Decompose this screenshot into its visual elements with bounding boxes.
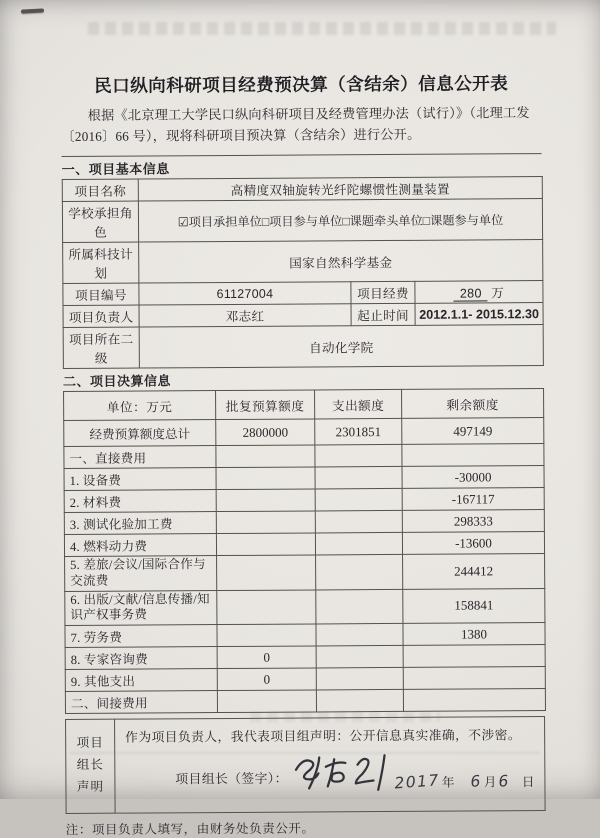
table-header-row: [64, 389, 544, 421]
table-row: [65, 689, 545, 714]
table-row: [64, 418, 544, 447]
signature-row: [125, 755, 538, 798]
statement-box: [65, 716, 546, 814]
cell-approved: [216, 467, 315, 490]
cell-approved: 2800000: [216, 419, 315, 446]
row-label: 9. 其他支出: [65, 669, 217, 692]
row-label: 项目所在二级: [63, 327, 139, 368]
column-header-approved: 批复预算额度: [216, 390, 315, 420]
signature-field-label: 项目组长（签字）：: [175, 771, 288, 787]
cell-spent: [316, 589, 403, 624]
table-row: [64, 466, 544, 491]
cell-department: 自动化学院: [139, 325, 543, 368]
handwritten-year: 2017: [393, 771, 441, 793]
cell-spent: [315, 533, 402, 556]
bleedthrough-text: [88, 22, 556, 35]
funds-amount: 280: [454, 287, 488, 302]
cell-remaining: [403, 645, 545, 668]
table-row: [65, 554, 545, 591]
table-row: [65, 623, 545, 648]
row-label: 6. 出版/文献/信息传播/知识产权事务费: [65, 590, 217, 625]
cell-program: 国家自然科学基金: [139, 240, 543, 283]
year-char: 年: [441, 775, 455, 790]
cell-spent: [315, 511, 402, 534]
declaration-text: 作为项目负责人，我代表项目组声明：公开信息真实准确，不涉密。: [125, 728, 522, 745]
cell-approved: [216, 533, 315, 556]
row-label: 二、间接费用: [65, 691, 217, 714]
column-header-unit: 单位：万元: [64, 391, 216, 421]
row-label: 所属科技计划: [63, 242, 139, 283]
row-label: 项目经费: [351, 282, 415, 304]
cell-project-number: 61127004: [139, 282, 351, 305]
form-content: [61, 55, 546, 838]
table-row: [63, 303, 543, 328]
column-header-remaining: 剩余额度: [402, 389, 544, 419]
cell-remaining: 1380: [403, 623, 545, 646]
row-label: 经费预算额度总计: [64, 420, 216, 447]
cell-spent: [315, 445, 402, 468]
table-row: [66, 717, 546, 814]
cell-funds: [415, 281, 543, 304]
row-label: 8. 专家咨询费: [65, 647, 217, 670]
cell-spent: [316, 555, 403, 590]
handwritten-day: 6: [497, 772, 511, 791]
table-row: [65, 667, 545, 692]
row-label: 1. 设备费: [64, 468, 216, 491]
signature-handwriting: [290, 748, 402, 802]
row-label: 2. 材料费: [64, 490, 216, 513]
cell-remaining: [403, 689, 545, 712]
table-row: [63, 325, 543, 369]
statement-label: 项目 组长 声明: [66, 719, 116, 813]
page-title: 民口纵向科研项目经费预决算（含结余）信息公开表: [94, 73, 509, 96]
staple-mark: [21, 8, 44, 13]
table-row: [64, 510, 544, 535]
section-final-accounts-title: 二、项目决算信息: [62, 373, 172, 390]
cell-spent: [316, 624, 403, 647]
day-char: 日: [521, 775, 535, 790]
cell-remaining: -167117: [402, 488, 544, 511]
cell-approved: 0: [217, 646, 316, 669]
cell-remaining: 244412: [403, 554, 545, 589]
table-row: [63, 281, 543, 306]
cell-approved: [217, 690, 316, 713]
cell-remaining: -13600: [402, 532, 544, 555]
cell-role-checkboxes: ☑项目承担单位□项目参与单位□课题牵头单位□课题参与单位: [138, 199, 542, 242]
cell-spent: [316, 690, 403, 713]
table-row: [64, 488, 544, 513]
table-row: [65, 588, 545, 625]
cell-approved: [217, 590, 316, 625]
table-row: [62, 199, 542, 243]
table-row: [65, 645, 545, 670]
row-label: 4. 燃料动力费: [64, 534, 216, 557]
row-label: 项目负责人: [63, 305, 139, 327]
month-char: 月: [483, 775, 497, 790]
cell-approved: [216, 445, 315, 468]
cell-project-name: 高精度双轴旋转光纤陀螺惯性测量装置: [138, 177, 542, 201]
intro-paragraph: 根据《北京理工大学民口纵向科研项目及经费管理办法（试行）》（北理工发〔2016〕66 号），现将科研项目预决算（含结余）进行公开。: [61, 105, 530, 145]
table-row: [63, 240, 543, 284]
cell-spent: [316, 668, 403, 691]
cell-approved: [217, 624, 316, 647]
row-label: 7. 劳务费: [65, 625, 217, 648]
cell-spent: 2301851: [315, 419, 402, 446]
final-accounts-table: [63, 388, 546, 714]
cell-period: 2012.1.1- 2015.12.30: [415, 303, 543, 326]
row-label: 起止时间: [351, 304, 415, 326]
cell-spent: [315, 489, 402, 512]
cell-spent: [316, 646, 403, 669]
cell-remaining: 497149: [402, 418, 544, 445]
cell-spent: [315, 467, 402, 490]
cell-remaining: 158841: [403, 588, 545, 623]
cell-approved: 0: [217, 668, 316, 691]
row-label: 项目名称: [62, 179, 138, 201]
basic-info-table: [62, 176, 544, 369]
cell-remaining: [402, 444, 544, 467]
cell-approved: [217, 555, 316, 590]
date-line: [394, 771, 536, 792]
table-row: [62, 177, 542, 202]
row-label: 项目编号: [63, 283, 139, 305]
column-header-spent: 支出额度: [315, 390, 402, 420]
table-row: [64, 444, 544, 469]
section-basic-info-title: 一、项目基本信息: [61, 161, 170, 178]
funds-unit: 万: [491, 286, 505, 301]
cell-remaining: 298333: [402, 510, 544, 533]
cell-approved: [216, 489, 315, 512]
handwritten-month: 6: [469, 772, 483, 792]
cell-approved: [216, 511, 315, 534]
cell-remaining: [403, 667, 545, 690]
row-label: 一、直接费用: [64, 446, 216, 469]
row-label: 3. 测试化验加工费: [64, 512, 216, 535]
cell-leader: 邓志红: [139, 304, 351, 327]
table-row: [64, 532, 544, 557]
row-label: 5. 差旅/会议/国际合作与交流费: [65, 556, 217, 591]
footer-note: 注：项目负责人填写，由财务处负责公开。: [65, 821, 315, 838]
cell-remaining: -30000: [402, 466, 544, 489]
row-label: 学校承担角色: [62, 201, 138, 242]
